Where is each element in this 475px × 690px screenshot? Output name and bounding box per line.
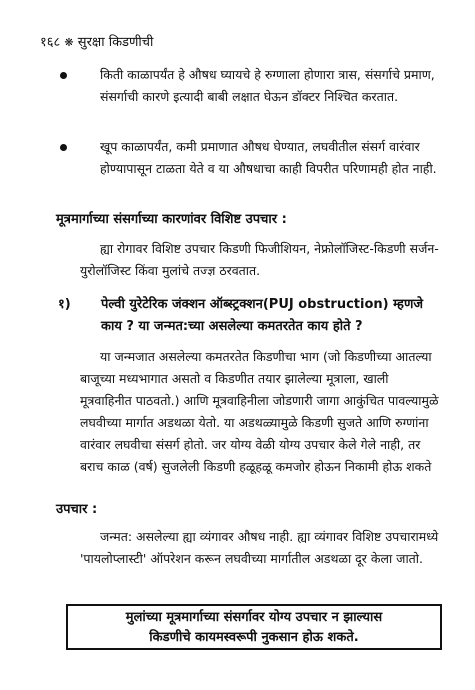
callout-line-1: मुलांच्या मूत्रमार्गाच्या संसर्गावर योग्य उपचार न झाल्यास bbox=[125, 610, 383, 625]
treatment-paragraph: जन्मत: असलेल्या ह्या व्यंगावर औषध नाही. ह्या व्यंगावर विशिष्ट उपचारामध्ये 'पायलोप्लास्टी' ऑपरेशन करून लघवीच्या मार्गातील अडथळा दूर केला जातो. bbox=[80, 529, 439, 566]
callout-box bbox=[66, 604, 442, 650]
bullet-dot-icon bbox=[60, 144, 67, 151]
section-paragraph: ह्या रोगावर विशिष्ट उपचार किडणी फिजीशियन, नेफ्रोलॉजिस्ट-किडणी सर्जन-युरोलॉजिस्ट किंवा मुलांचे तज्ज्ञ ठरवतात. bbox=[80, 241, 439, 278]
treatment-heading: उपचार : bbox=[56, 502, 98, 517]
bullet-text: किती काळापर्यंत हे औषध घ्यायचे हे रुग्णाला होणारा त्रास, संसर्गाचे प्रमाण, संसर्गाची कारणे इत्यादी बाबी लक्षात घेऊन डॉक्टर निश्चित करतात. bbox=[100, 67, 435, 104]
callout-line-2: किडणीचे कायमस्वरूपी नुकसान होऊ शकते. bbox=[149, 630, 359, 645]
section-heading: मूत्रमार्गाच्या संसर्गाच्या कारणांवर विशिष्ट उपचार : bbox=[56, 212, 287, 227]
question-number: १) bbox=[58, 297, 71, 312]
bullet-item bbox=[56, 64, 456, 108]
ornament-separator: ❋ bbox=[64, 36, 74, 49]
answer-paragraph: या जन्मजात असलेल्या कमतरतेत किडणीचा भाग (जो किडणीच्या आतल्या बाजूच्या मध्यभागात असतो व किडणीत तयार झालेल्या मूत्राला, खाली मूत्रवाहिनीत पाठवतो.) आणि मूत्रवाहिनीला जोडणारी जागा आकुंचित पावल्यामुळे लघवीच्या मार्गात अडथळा येतो. या अडथळ्यामुळे किडणी सुजते आणि रुग्णांना वारंवार लघवीचा संसर्ग होतो. जर योग्य वेळी योग्य उपचार केले गेले नाही, तर बराच काळ (वर्ष) सुजलेली किडणी हळूहळू कमजोर होऊन निकामी होऊ शकते bbox=[80, 349, 439, 474]
running-title: सुरक्षा किडणीची bbox=[77, 35, 154, 50]
bullet-text: खूप काळापर्यंत, कमी प्रमाणात औषध घेण्यात, लघवीतील संसर्ग वारंवार होण्यापासून टाळता येते व या औषधाचा काही विपरीत परिणामही होत नाही. bbox=[100, 139, 437, 176]
bullet-dot-icon bbox=[60, 72, 67, 79]
question-text: पेल्वी युरेटेरिक जंक्शन ऑब्स्ट्रक्शन(PUJ obstruction) म्हणजे काय ? या जन्मत:च्या असलेल्या कमतरतेत काय होते ? bbox=[101, 297, 424, 334]
page-number: १६८ bbox=[40, 35, 61, 50]
bullet-item bbox=[56, 136, 456, 180]
running-header bbox=[40, 34, 153, 52]
